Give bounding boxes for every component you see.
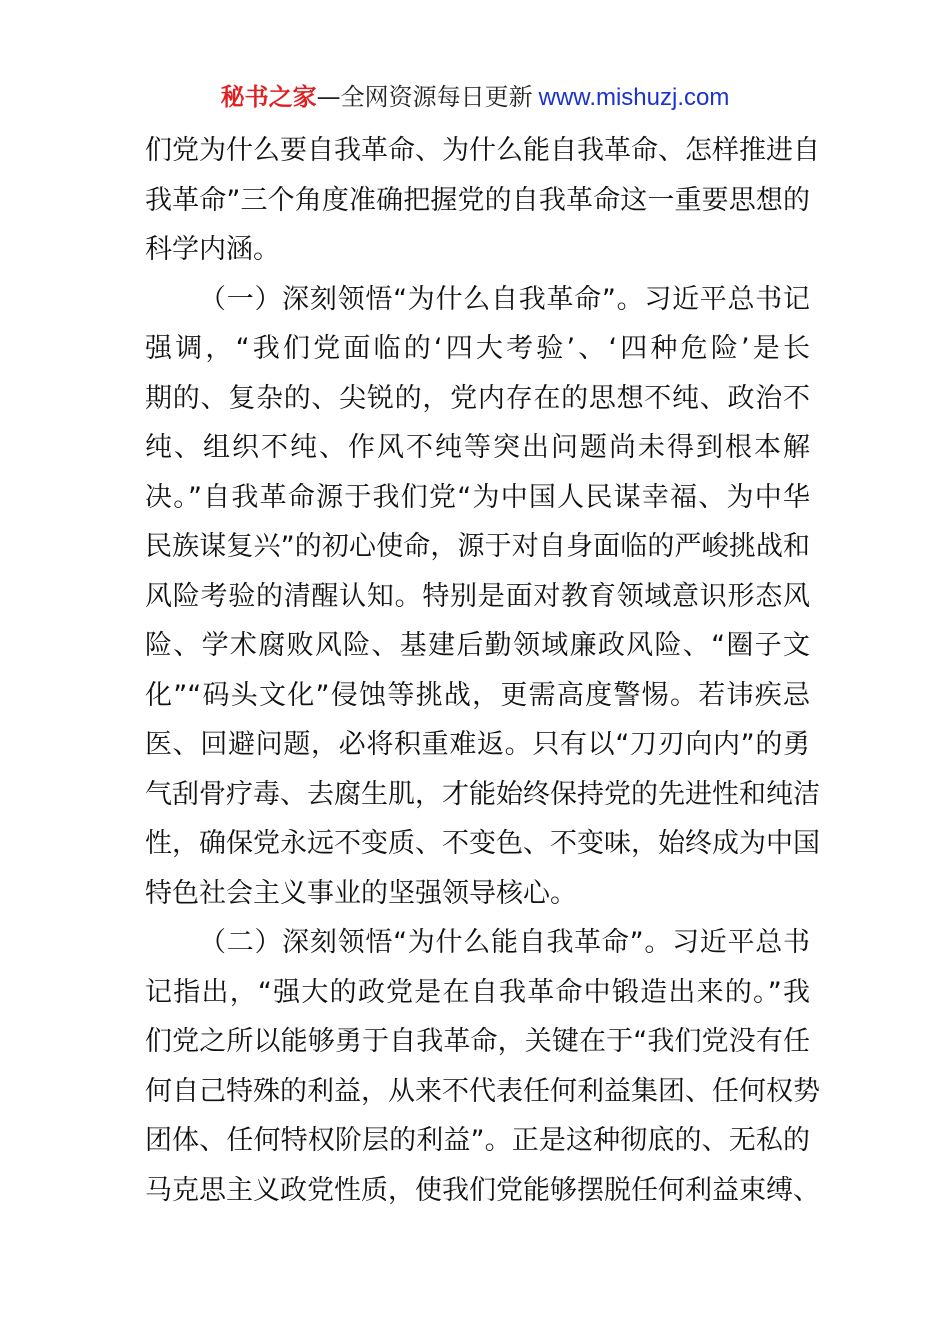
text-line: 特色社会主义事业的坚强领导核心。 [145,877,577,909]
paragraph [145,275,820,919]
text-line: 气刮骨疗毒、去腐生肌，才能始终保持党的先进性和纯洁 [145,778,820,810]
paragraph [145,918,820,1215]
text-line: 决。”自我革命源于我们党“为中国人民谋幸福、为中华 [145,481,810,513]
text-line: （一）深刻领悟“为什么自我革命”。习近平总书记 [199,283,810,315]
text-line: 们党之所以能够勇于自我革命，关键在于“我们党没有任 [145,1026,810,1057]
text-line: 险、学术腐败风险、基建后勤领域廉政风险、“圈子文 [145,630,810,661]
paragraph [145,126,820,275]
header-brand: 秘书之家 [220,83,317,111]
text-line: 我革命”三个角度准确把握党的自我革命这一重要思想的 [145,184,810,216]
text-line: 性，确保党永远不变质、不变色、不变味，始终成为中国 [145,828,820,859]
text-line: 化”“码头文化”侵蚀等挑战，更需高度警惕。若讳疾忌 [145,679,810,711]
header-url[interactable]: www.mishuzj.com [538,84,730,111]
text-line: 期的、复杂的、尖锐的，党内存在的思想不纯、政治不 [145,382,810,414]
text-line: 民族谋复兴”的初心使命，源于对自身面临的严峻挑战和 [145,531,810,562]
document-body [145,126,820,1215]
text-line: 强调，“我们党面临的‘四大考验’、‘四种危险’是长 [145,333,810,364]
text-line: 团体、任何特权阶层的利益”。正是这种彻底的、无私的 [145,1125,810,1156]
text-line: 们党为什么要自我革命、为什么能自我革命、怎样推进自 [145,135,820,166]
header-tagline: —全网资源每日更新 [316,83,533,111]
text-line: 科学内涵。 [145,234,280,265]
text-line: 医、回避问题，必将积重难返。只有以“刀刃向内”的勇 [145,729,810,760]
page-header [0,80,950,115]
text-line: 记指出，“强大的政党是在自我革命中锻造出来的。”我 [145,976,810,1008]
text-line: 何自己特殊的利益，从来不代表任何利益集团、任何权势 [145,1075,820,1107]
text-line: （二）深刻领悟“为什么能自我革命”。习近平总书 [199,927,810,958]
text-line: 风险考验的清醒认知。特别是面对教育领域意识形态风 [145,580,810,612]
text-line: 马克思主义政党性质，使我们党能够摆脱任何利益束缚、 [145,1174,820,1206]
text-line: 纯、组织不纯、作风不纯等突出问题尚未得到根本解 [145,432,810,463]
